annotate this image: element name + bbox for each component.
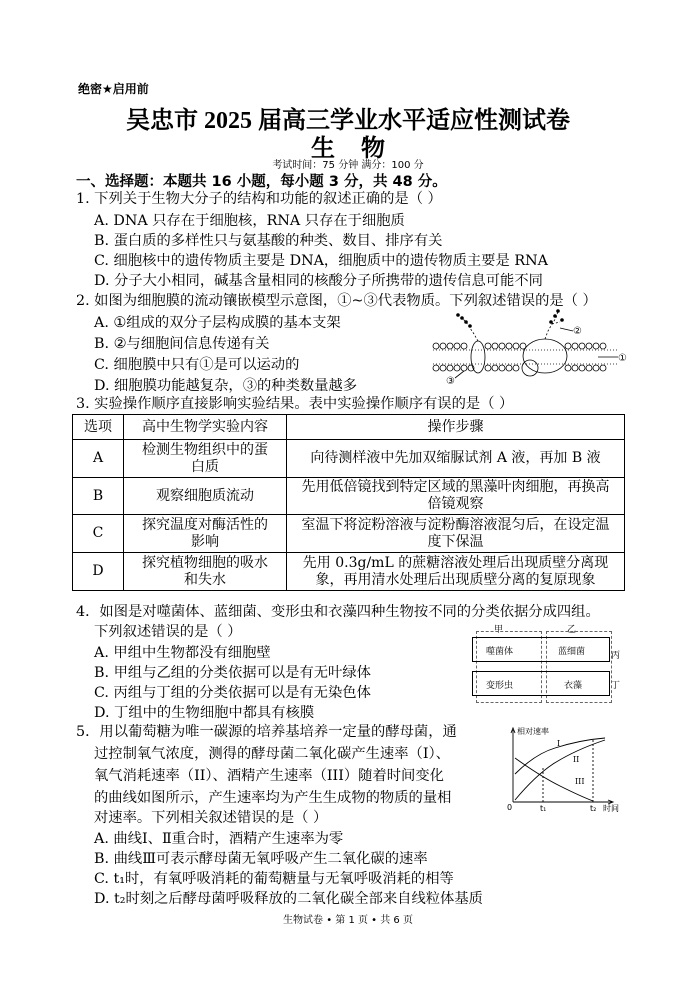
large-protein [523, 339, 567, 373]
q5-option-b: B. 曲线Ⅲ可表示酵母菌无氧呼吸产生二氧化碳的速率 [94, 851, 428, 867]
cell-cyanobacteria: 蓝细菌 [558, 647, 586, 657]
q4-stem: 4．如图是对噬菌体、蓝细菌、变形虫和衣藻四种生物按不同的分类依据分成四组。 [76, 604, 600, 620]
header-steps: 操作步骤 [287, 415, 625, 440]
q1-option-d: D. 分子大小相同，碱基含量相同的核酸分子所携带的遗传信息可能不同 [94, 273, 543, 289]
q1-option-c: C. 细胞核中的遗传物质主要是 DNA，细胞质中的遗传物质主要是 RNA [94, 253, 548, 269]
exam-title: 吴忠市 2025 届高三学业水平适应性测试卷 [126, 108, 570, 134]
q1-stem: 1. 下列关于生物大分子的结构和功能的叙述正确的是（ ） [76, 191, 442, 207]
q5-option-d: D. t₂时刻之后酵母菌呼吸释放的二氧化碳全部来自线粒体基质 [94, 891, 483, 907]
q5-option-c: C. t₁时，有氧呼吸消耗的葡萄糖量与无氧呼吸消耗的相等 [94, 871, 454, 887]
page-footer: 生物试卷 • 第 1 页 • 共 6 页 [283, 915, 413, 926]
row-content: 检测生物组织中的蛋白质 [124, 440, 287, 478]
exam-info: 考试时间：75 分钟 满分：100 分 [272, 160, 424, 171]
q2-option-b: B. ②与细胞间信息传递有关 [94, 336, 270, 352]
label-3: ③ [446, 376, 455, 387]
q4-option-b: B. 甲组与乙组的分类依据可以是有无叶绿体 [94, 665, 371, 681]
subject-title: 生物 [311, 136, 411, 162]
respiration-rate-graph [505, 724, 625, 812]
transmembrane-protein [471, 341, 485, 373]
table-row [73, 553, 625, 591]
table-row [73, 515, 625, 553]
q5-option-a: A. 曲线Ⅰ、Ⅱ重合时，酒精产生速率为零 [94, 831, 344, 847]
q5-line-5: 对速率。下列相关叙述错误的是（ ） [94, 810, 328, 826]
section-heading: 一、选择题：本题共 16 小题，每小题 3 分，共 48 分。 [76, 174, 447, 190]
q2-option-a: A. ①组成的双分子层构成膜的基本支架 [94, 315, 341, 331]
confidential-mark: 绝密★启用前 [78, 82, 149, 96]
q1-option-a: A. DNA 只存在于细胞核，RNA 只存在于细胞质 [94, 213, 405, 229]
x-axis-label: 时间 [603, 804, 619, 813]
t1-label: t₁ [540, 804, 547, 813]
row-steps: 向待测样液中先加双缩脲试剂 A 液，再加 B 液 [287, 440, 625, 478]
q4-option-a: A. 甲组中生物都没有细胞壁 [94, 645, 271, 661]
q5-line-2: 过控制氧气浓度，测得的酵母菌二氧化碳产生速率（I）、 [94, 746, 450, 762]
q4-option-d: D. 丁组中的生物细胞中都具有核膜 [94, 705, 315, 721]
q1-option-b: B. 蛋白质的多样性只与氨基酸的种类、数目、排序有关 [94, 233, 443, 249]
curve-1-label: I [557, 739, 561, 748]
table-row [73, 440, 625, 478]
row-option: B [73, 478, 124, 515]
label-yi: 乙 [567, 625, 577, 635]
q3-stem: 3. 实验操作顺序直接影响实验结果。表中实验操作顺序有误的是（ ） [76, 396, 514, 412]
curve-2-label: II [573, 755, 580, 764]
row-option: A [73, 440, 124, 478]
table-row [73, 478, 625, 515]
cell-phage: 噬菌体 [486, 647, 514, 657]
label-bing: 丙 [611, 651, 621, 661]
label-jia: 甲 [494, 625, 504, 635]
q5-line-4: 的曲线如图所示，产生速率均为产生生成物的物质的量相 [94, 790, 452, 806]
table-header-row [73, 415, 625, 440]
row-steps: 室温下将淀粉溶液与淀粉酶溶液混匀后，在设定温度下保温 [287, 515, 625, 553]
q5-line-1: 5．用以葡萄糖为唯一碳源的培养基培养一定量的酵母菌，通 [76, 724, 457, 740]
q4-option-c: C. 丙组与丁组的分类依据可以是有无染色体 [94, 685, 371, 701]
curve-2 [515, 740, 605, 800]
row-steps: 先用 0.3g/mL 的蔗糖溶液处理后出现质壁分离现象，再用清水处理后出现质壁分离的复原现象 [287, 553, 625, 591]
label-2: ② [573, 326, 582, 337]
row-option: D [73, 553, 124, 591]
q4-stem-2: 下列叙述错误的是（ ） [94, 624, 242, 640]
y-axis-label: 相对速率 [517, 727, 549, 736]
cell-chlamydomonas: 衣藻 [564, 681, 583, 691]
q5-line-3: 氧气消耗速率（II）、酒精产生速率（III）随着时间变化 [94, 768, 444, 784]
q3-table [72, 414, 625, 591]
label-1: ① [618, 353, 627, 364]
row-content: 探究温度对酶活性的影响 [124, 515, 287, 553]
label-ding: 丁 [611, 681, 621, 691]
row-option: C [73, 515, 124, 553]
q2-option-c: C. 细胞膜中只有①是可以运动的 [94, 357, 300, 373]
q2-option-d: D. 细胞膜功能越复杂，③的种类数量越多 [94, 378, 358, 394]
phospholipid-bottom-row [433, 365, 606, 371]
curve-3-label: III [575, 777, 585, 786]
membrane-diagram [428, 306, 627, 388]
row-steps: 先用低倍镜找到特定区域的黑藻叶肉细胞，再换高倍镜观察 [287, 478, 625, 515]
q2-stem: 2. 如图为细胞膜的流动镶嵌模型示意图，①~③代表物质。下列叙述错误的是（ ） [76, 293, 597, 309]
header-option: 选项 [73, 415, 124, 440]
header-content: 高中生物学实验内容 [124, 415, 287, 440]
row-content: 探究植物细胞的吸水和失水 [124, 553, 287, 591]
t2-label: t₂ [590, 804, 597, 813]
row-content: 观察细胞质流动 [124, 478, 287, 515]
origin-label: 0 [507, 803, 513, 812]
cell-amoeba: 变形虫 [486, 681, 514, 691]
phospholipid-top-row [433, 343, 606, 349]
